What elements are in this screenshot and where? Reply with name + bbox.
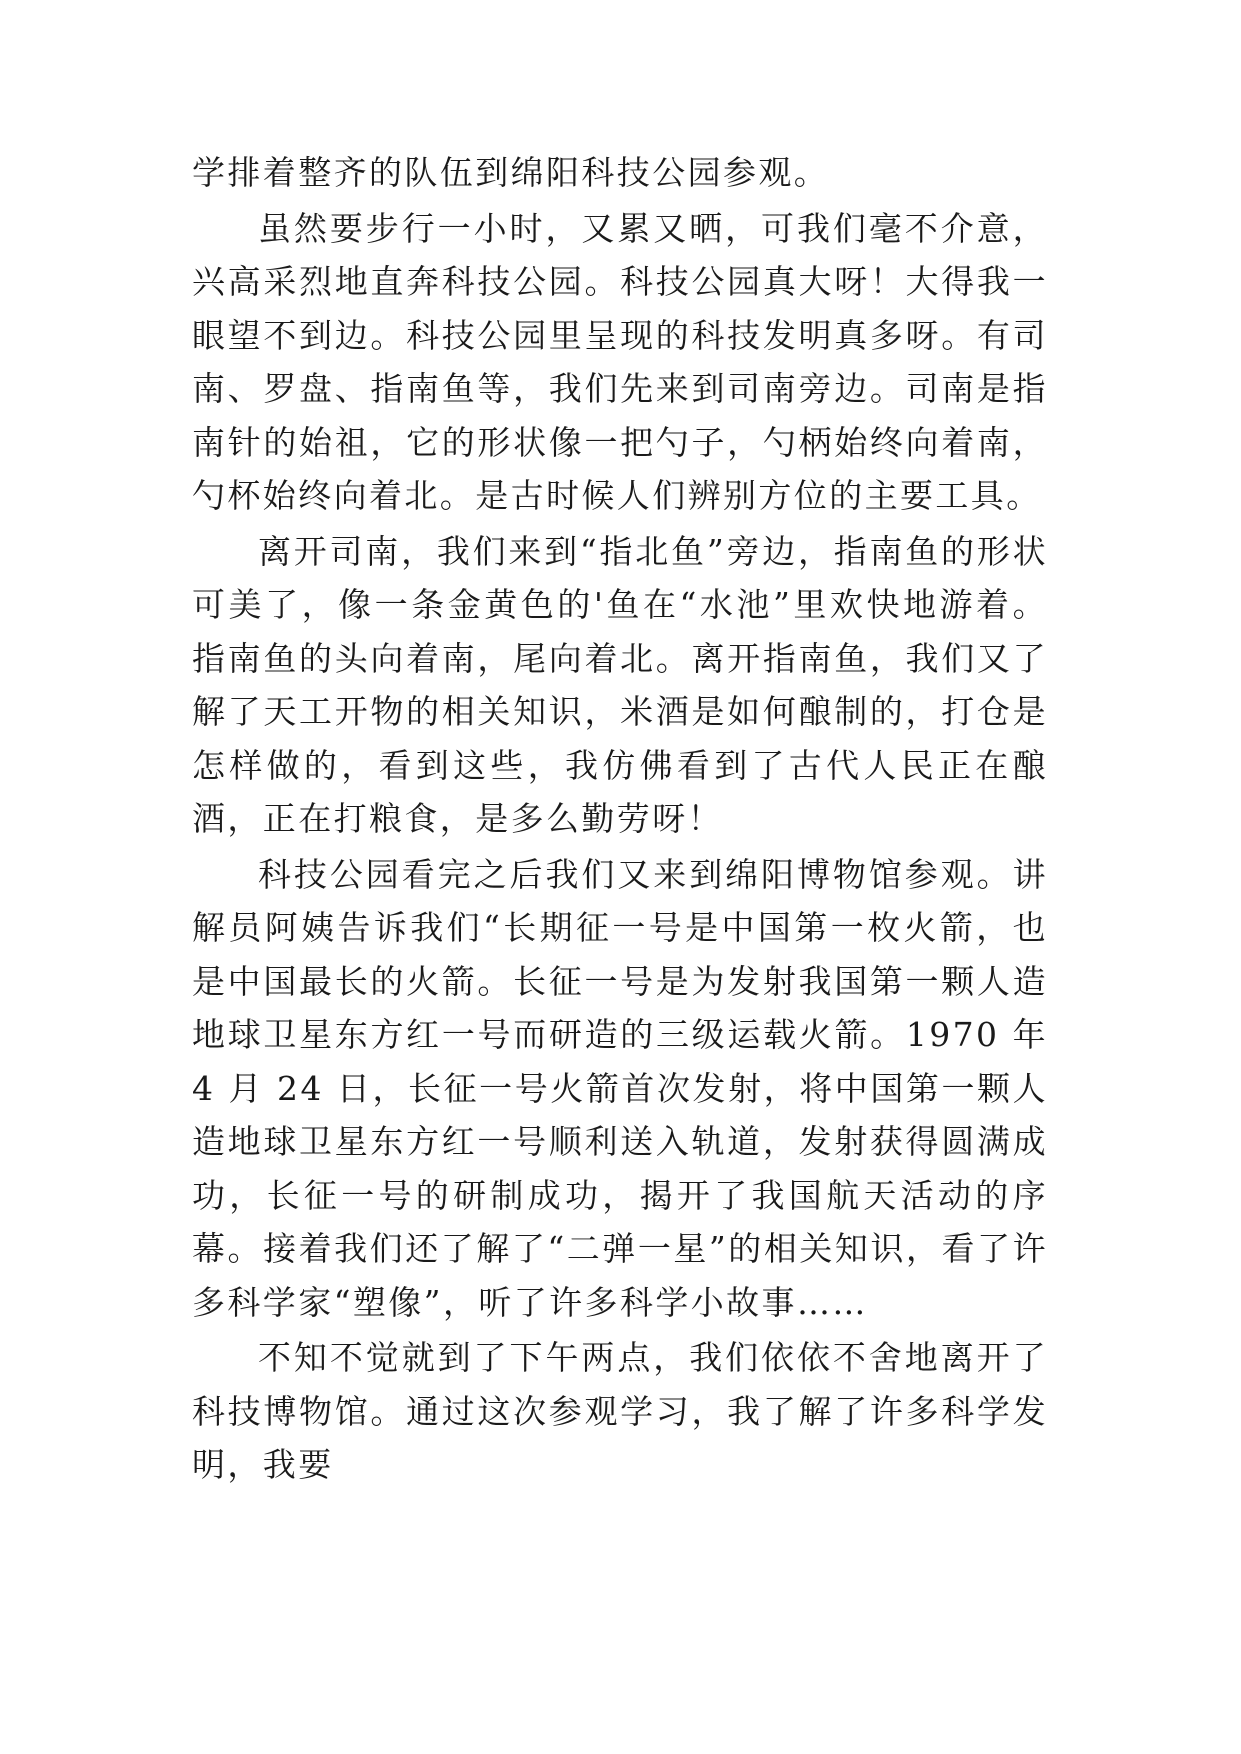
paragraph-museum: 科技公园看完之后我们又来到绵阳博物馆参观。讲解员阿姨告诉我们“长期征一号是中国第一枚火箭，也是中国最长的火箭。长征一号是为发射我国第一颗人造地球卫星东方红一号而研造的三级运载火箭。1970 年 4 月 24 日，长征一号火箭首次发射，将中国第一颗人造地球卫星东方红一号顺利送入轨道，发射获得圆满成功，长征一号的研制成功，揭开了我国航天活动的序幕。接着我们还了解了“二弹一星”的相关知识，看了许多科学家“塑像”，听了许多科学小故事……: [192, 854, 1048, 1322]
paragraph-science-park: 虽然要步行一小时，又累又晒，可我们毫不介意，兴高采烈地直奔科技公园。科技公园真大呀！大得我一眼望不到边。科技公园里呈现的科技发明真多呀。有司南、罗盘、指南鱼等，我们先来到司南旁边。司南是指南针的始祖，它的形状像一把勺子，勺柄始终向着南，勺杯始终向着北。是古时候人们辨别方位的主要工具。: [192, 208, 1048, 515]
paragraph-closing: 不知不觉就到了下午两点，我们依依不舍地离开了科技博物馆。通过这次参观学习，我了解了许多科学发明，我要: [192, 1338, 1048, 1484]
paragraph-continuation: 学排着整齐的队伍到绵阳科技公园参观。: [192, 153, 830, 192]
paragraph-south-fish: 离开司南，我们来到“指北鱼”旁边，指南鱼的形状可美了，像一条金黄色的'鱼在“水池”里欢快地游着。指南鱼的头向着南，尾向着北。离开指南鱼，我们又了解了天工开物的相关知识，米酒是如何酿制的，打仓是怎样做的，看到这些，我仿佛看到了古代人民正在酿酒，正在打粮食，是多么勤劳呀！: [192, 531, 1048, 838]
body-text: [192, 146, 1048, 1494]
